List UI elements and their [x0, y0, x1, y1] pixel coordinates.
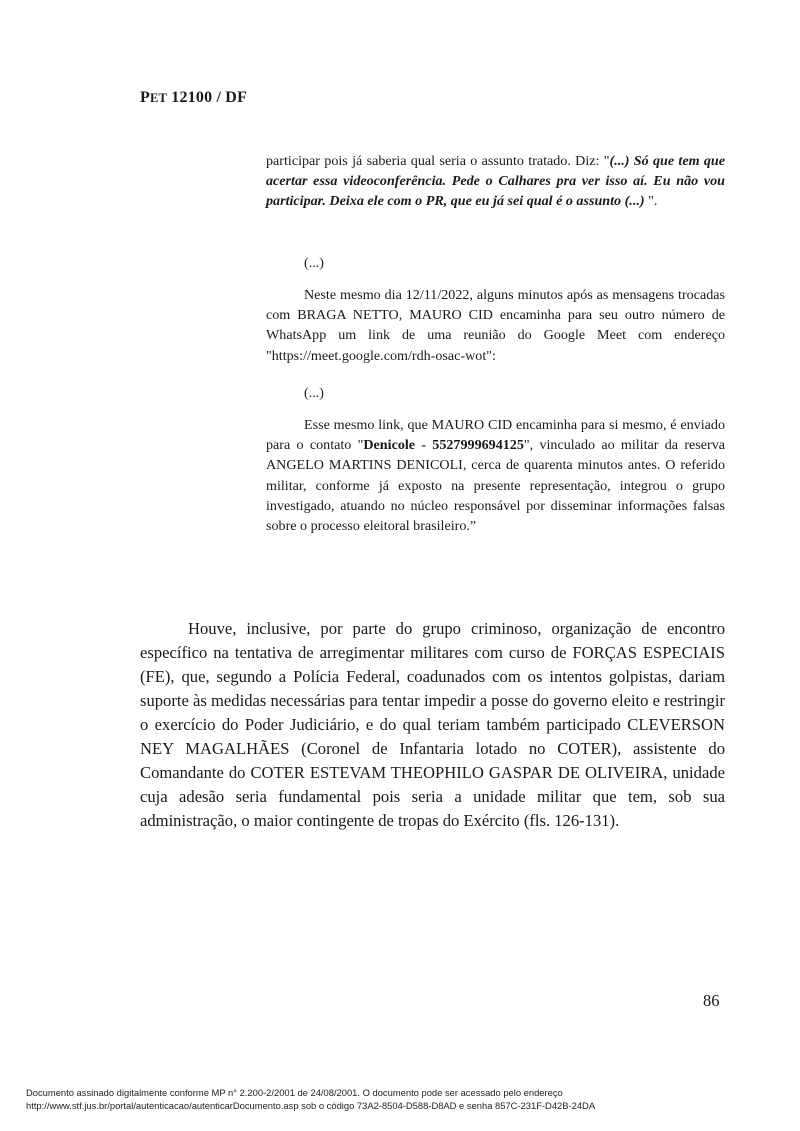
- footer-line-2[interactable]: http://www.stf.jus.br/portal/autenticacao/autenticarDocumento.asp sob o código 73A2-8504-D588-D8AD e senha 857C-231F-D42B-24DA: [26, 1099, 596, 1111]
- header-smallcaps: ET: [149, 91, 168, 105]
- quote-p1-end: ".: [644, 193, 658, 210]
- quote-p1-emphasis: (...) Só que tem que acertar essa videoconferência. Pede o Calhares pra ver isso aí. Eu não vou participar. Deixa ele com o PR, que eu já sei qual é o assunto (...): [266, 153, 726, 210]
- quote-paragraph-3: [266, 415, 725, 536]
- quote-p3-text-b: ", vinculado ao militar da reserva ANGELO MARTINS DENICOLI, cerca de quarenta minutos antes. O referido militar, conforme já exposto na presente representação, integrou o grupo investigado, atuando no núcleo responsável por disseminar informações falsas sobre o processo eleitoral brasileiro.”: [266, 437, 726, 535]
- header-case-number: 12100 / DF: [171, 89, 248, 106]
- quote-ellipsis-2: (...): [304, 385, 324, 401]
- header-initial: P: [140, 89, 150, 106]
- quote-p1-text: participar pois já saberia qual seria o assunto tratado. Diz: ": [266, 153, 610, 169]
- quote-p3-contact: Denicole - 5527999694125: [363, 437, 524, 454]
- page-number: 86: [703, 991, 720, 1010]
- footer-line-1: Documento assinado digitalmente conforme MP n° 2.200-2/2001 de 24/08/2001. O documento pode ser acessado pelo endereço: [26, 1087, 563, 1098]
- quote-paragraph-2: [266, 285, 725, 366]
- signature-footer: [26, 1087, 595, 1112]
- quote-paragraph-1: [266, 151, 725, 212]
- quote-ellipsis-1: (...): [304, 255, 324, 271]
- quote-p2-text: Neste mesmo dia 12/11/2022, alguns minutos após as mensagens trocadas com BRAGA NETTO, MAURO CID encaminha para seu outro número de WhatsApp um link de uma reunião do Google Meet com endereço "https://meet.google.com/rdh-osac-wot":: [266, 287, 725, 364]
- page-header: [140, 89, 247, 107]
- quote-p3-text-a: Esse mesmo link, que MAURO CID encaminha para si mesmo, é enviado para o contato ": [266, 417, 725, 454]
- body-paragraph: Houve, inclusive, por parte do grupo criminoso, organização de encontro específico na tentativa de arregimentar militares com curso de FORÇAS ESPECIAIS (FE), que, segundo a Polícia Federal, coadunados com os intentos golpistas, dariam suporte às medidas necessárias para tentar impedir a posse do governo eleito e restringir o exercício do Poder Judiciário, e do qual teriam também participado CLEVERSON NEY MAGALHÃES (Coronel de Infantaria lotado no COTER), assistente do Comandante do COTER ESTEVAM THEOPHILO GASPAR DE OLIVEIRA, unidade cuja adesão seria fundamental pois seria a unidade militar que tem, sob sua administração, o maior contingente de tropas do Exército (fls. 126-131).: [140, 619, 725, 830]
